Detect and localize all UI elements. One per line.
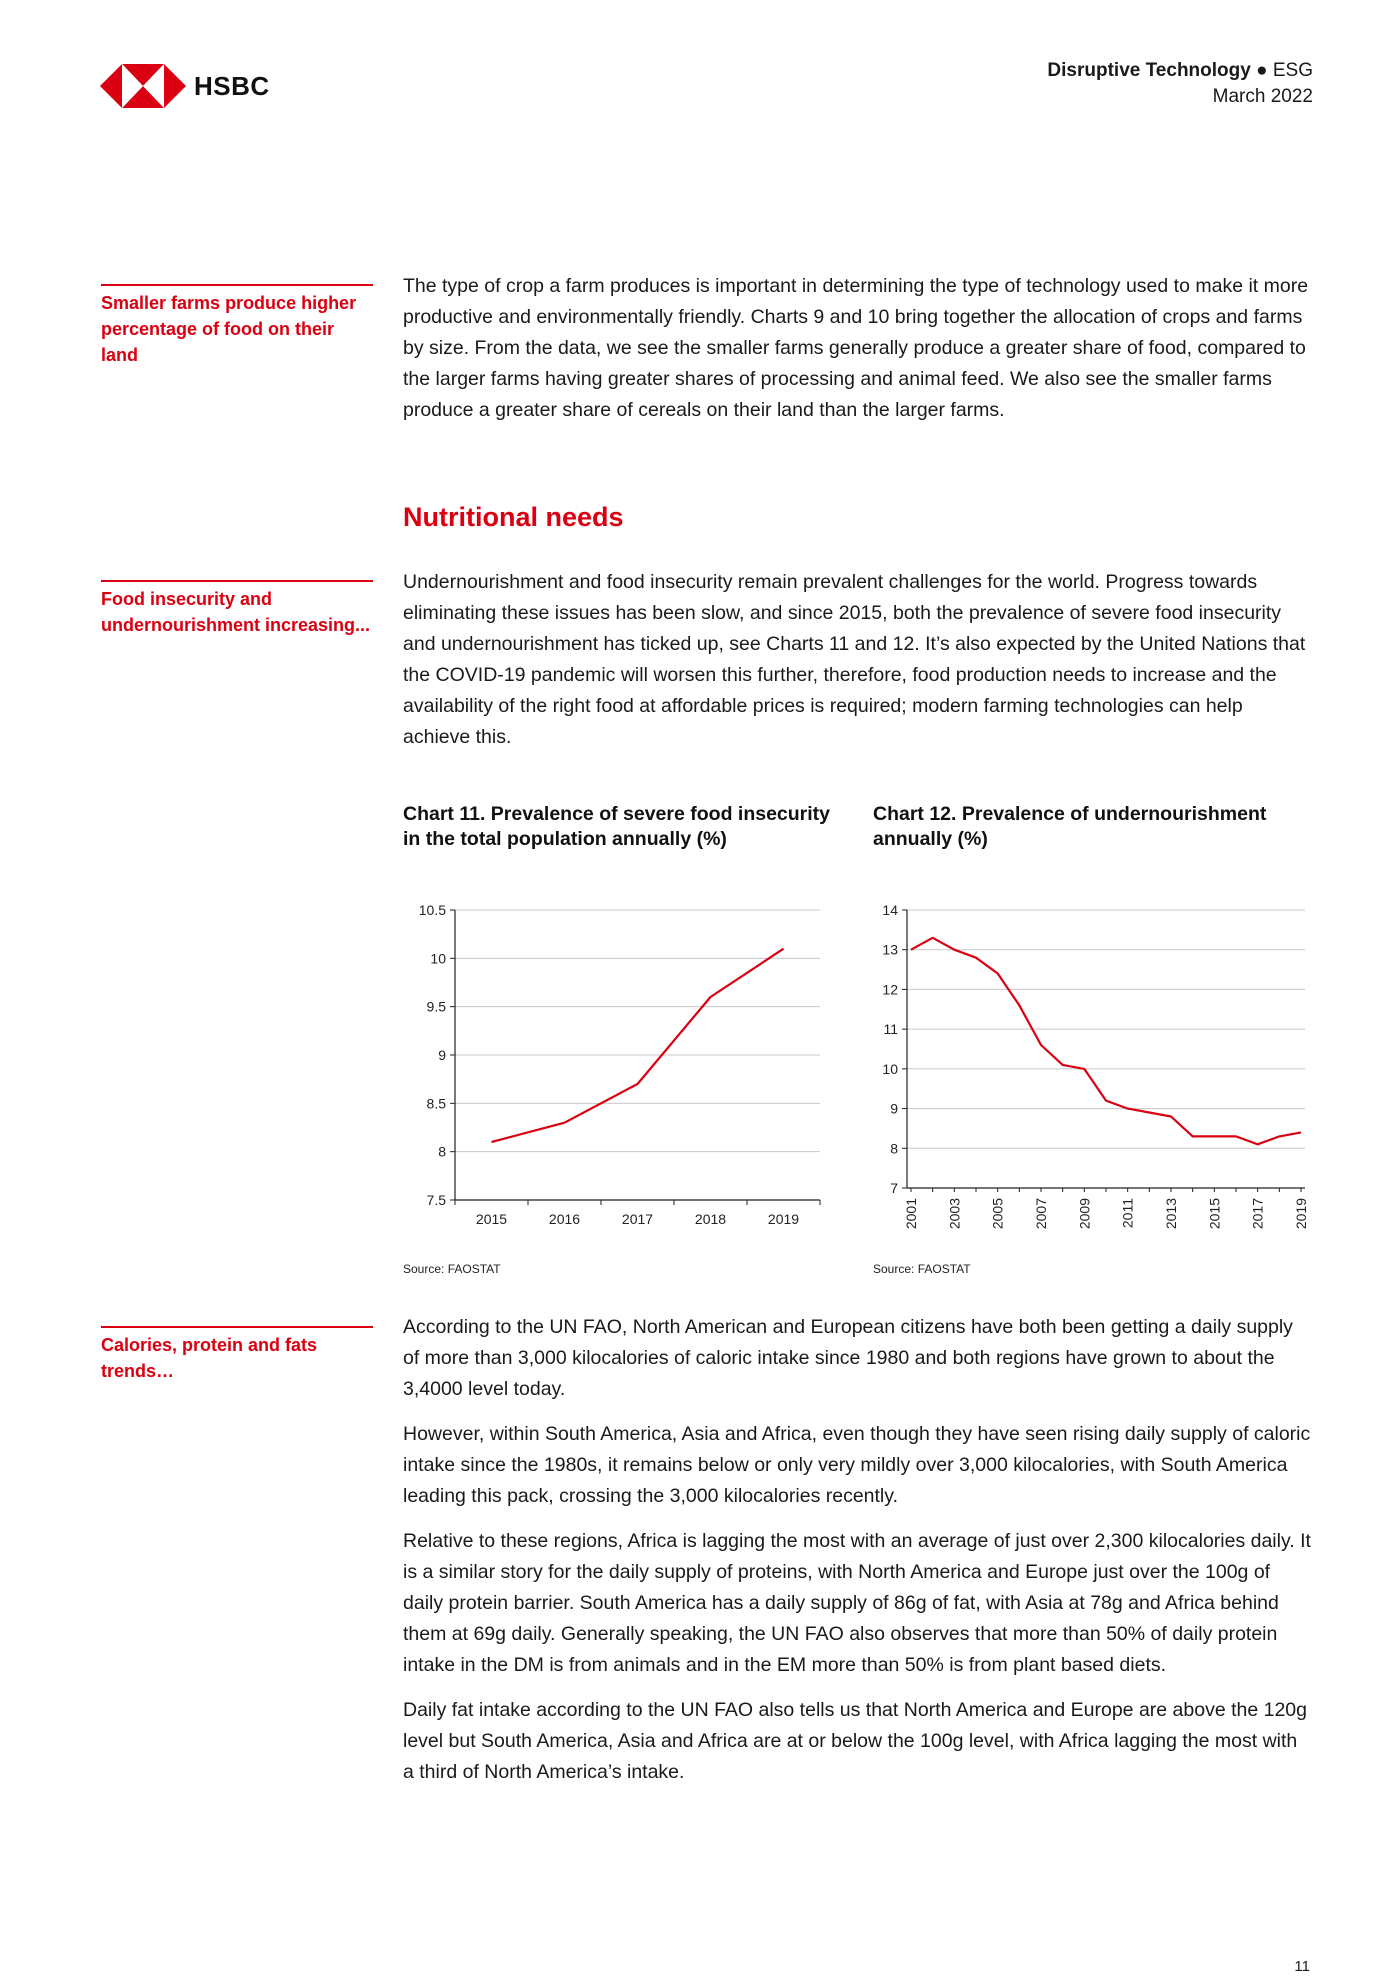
paragraph-calories-sa-asia-africa: However, within South America, Asia and Africa, even though they have seen rising daily supply of caloric intake since the 1980s, it remains below or only very mildly over 3,000 kilocalories, with South America leading this pack, crossing the 3,000 kilocalories recently. xyxy=(403,1423,1311,1507)
chart-12-source: Source: FAOSTAT xyxy=(873,1262,971,1276)
side-note-calories-trends: Calories, protein and fats trends… xyxy=(101,1326,373,1384)
x-tick-label: 2003 xyxy=(946,1198,963,1230)
x-tick-label: 2017 xyxy=(1249,1198,1266,1230)
x-tick-label: 2009 xyxy=(1076,1198,1093,1230)
chart-12-title: Chart 12. Prevalence of undernourishment annually (%) xyxy=(873,803,1267,850)
x-tick-label: 2018 xyxy=(694,1211,727,1227)
x-tick-label: 2015 xyxy=(475,1211,508,1227)
report-date: March 2022 xyxy=(1212,86,1313,107)
y-tick-label: 11 xyxy=(883,1021,898,1038)
section3-body xyxy=(403,1312,1313,1802)
logo-text: HSBC xyxy=(194,71,270,101)
x-tick-label: 2011 xyxy=(1119,1198,1136,1229)
paragraph-fat-intake: Daily fat intake according to the UN FAO also tells us that North America and Europe are above the 120g level but South America, Asia and Africa are at or below the 100g level, with Africa lagging the most with a third of North America’s intake. xyxy=(403,1699,1307,1783)
x-tick-label: 2019 xyxy=(767,1211,800,1227)
y-tick-label: 14 xyxy=(882,902,898,918)
paragraph-undernourishment: Undernourishment and food insecurity remain prevalent challenges for the world. Progress towards eliminating these issues has been slow, and since 2015, both the prevalence of severe food insecurity and undernourishment has ticked up, see Charts 11 and 12. It’s also expected by the United Nations that the COVID-19 pandemic will worsen this further, therefore, food production needs to increase and the availability of the right food at affordable prices is required; modern farming technologies can help achieve this. xyxy=(403,571,1306,748)
side-note-food-insecurity: Food insecurity and undernourishment increasing... xyxy=(101,580,373,638)
y-tick-label: 8 xyxy=(890,1140,898,1157)
x-tick-label: 2001 xyxy=(903,1198,919,1230)
chart-11-title: Chart 11. Prevalence of severe food insecurity in the total population annually (%) xyxy=(403,803,831,850)
x-tick-label: 2016 xyxy=(548,1211,581,1227)
x-tick-label: 2019 xyxy=(1293,1198,1309,1230)
series-line xyxy=(492,949,784,1142)
y-tick-label: 7 xyxy=(890,1180,898,1196)
section-title-nutritional-needs: Nutritional needs xyxy=(403,502,624,532)
chart-11-source: Source: FAOSTAT xyxy=(403,1262,501,1276)
page-number: 11 xyxy=(1294,1958,1310,1975)
y-tick-label: 9 xyxy=(438,1047,446,1063)
paragraph-africa-proteins: Relative to these regions, Africa is lagging the most with an average of just over 2,300 kilocalories daily. It is a similar story for the daily supply of proteins, with North America and Europe just over the 100g of daily protein barrier. South America has a daily supply of 86g of fat, with Asia at 78g and Africa behind them at 69g daily. Generally speaking, the UN FAO also observes that more than 50% of daily protein intake in the DM is from animals and in the EM more than 50% is from plant based diets. xyxy=(403,1530,1311,1676)
y-tick-label: 8 xyxy=(438,1143,446,1160)
report-title-line xyxy=(1047,58,1313,84)
chart-11 xyxy=(395,895,835,1240)
bullet-separator: ● xyxy=(1256,60,1268,81)
paragraph-crop-allocation: The type of crop a farm produces is important in determining the type of technology used to make it more productive and environmentally friendly. Charts 9 and 10 bring together the allocation of crops and farms by size. From the data, we see the smaller farms generally produce a greater share of food, compared to the larger farms having greater shares of processing and animal feed. We also see the smaller farms produce a greater share of cereals on their land than the larger farms. xyxy=(403,275,1309,421)
y-tick-label: 13 xyxy=(882,941,898,958)
report-title: Disruptive Technology xyxy=(1047,60,1251,81)
paragraph-calories-na-eu: According to the UN FAO, North American and European citizens have both been getting a daily supply of more than 3,000 kilocalories of caloric intake since 1980 and both regions have grown to about the 3,4000 level today. xyxy=(403,1316,1293,1400)
chart-12 xyxy=(865,895,1320,1240)
y-tick-label: 10 xyxy=(430,950,446,967)
x-tick-label: 2005 xyxy=(989,1198,1006,1230)
y-tick-label: 12 xyxy=(882,981,898,998)
report-header xyxy=(1047,58,1313,110)
hsbc-hexagon-icon xyxy=(100,58,190,114)
y-tick-label: 8.5 xyxy=(426,1095,446,1112)
y-tick-label: 10 xyxy=(882,1060,898,1077)
x-tick-label: 2015 xyxy=(1206,1198,1223,1230)
y-tick-label: 7.5 xyxy=(426,1192,446,1208)
hsbc-logo xyxy=(100,58,290,114)
side-note-smaller-farms: Smaller farms produce higher percentage of food on their land xyxy=(101,284,373,368)
x-tick-label: 2013 xyxy=(1163,1198,1179,1230)
series-line xyxy=(911,938,1301,1145)
y-tick-label: 9 xyxy=(890,1100,898,1117)
x-tick-label: 2007 xyxy=(1033,1198,1049,1230)
report-category: ESG xyxy=(1272,60,1313,81)
y-tick-label: 9.5 xyxy=(426,998,446,1015)
x-tick-label: 2017 xyxy=(621,1211,654,1227)
y-tick-label: 10.5 xyxy=(418,902,446,918)
